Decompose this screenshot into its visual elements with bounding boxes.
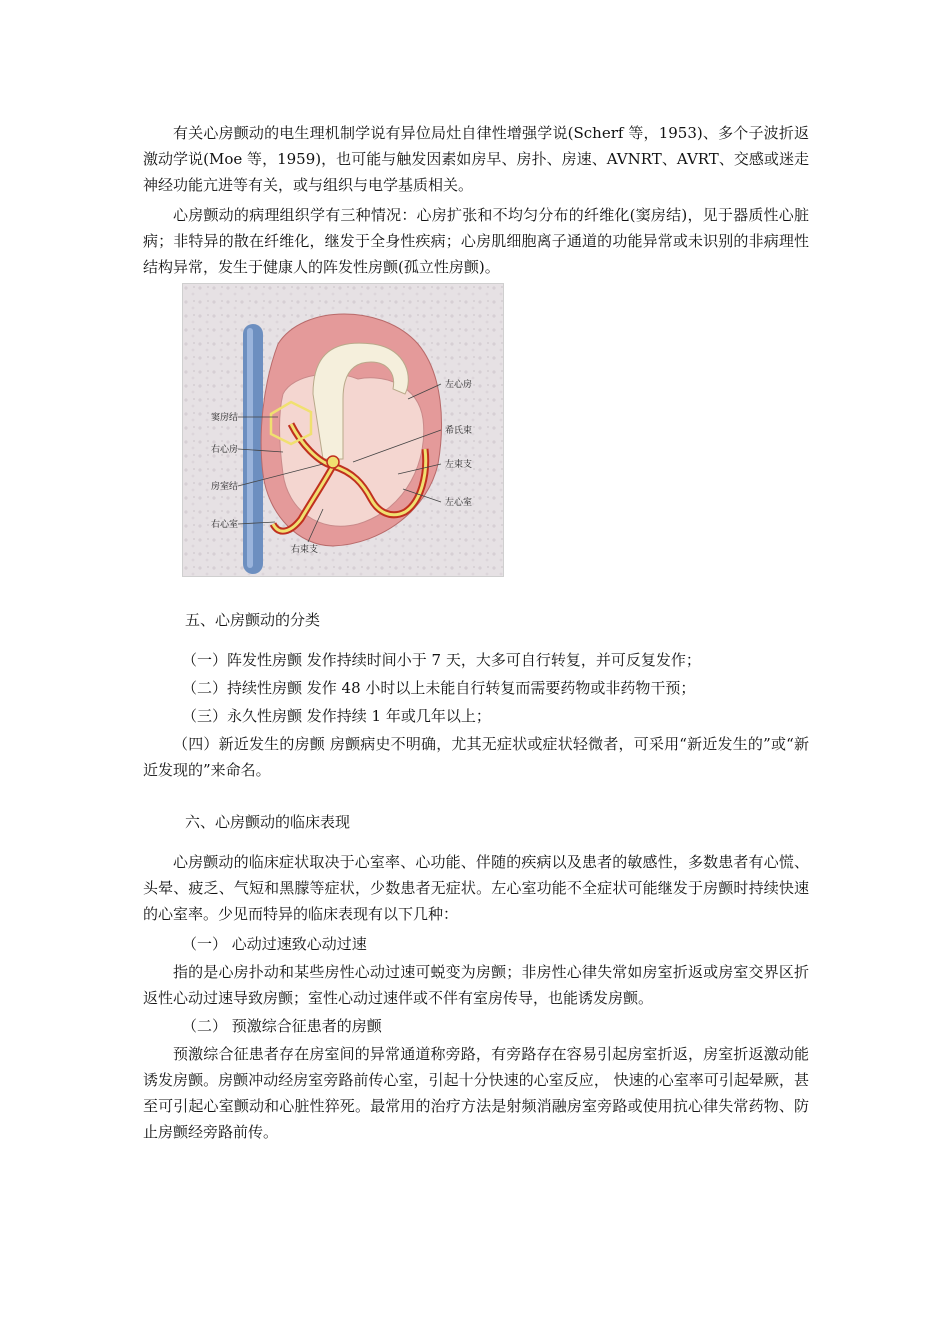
section5-item-1: （一）阵发性房颤 发作持续时间小于 7 天，大多可自行转复，并可反复发作； — [182, 651, 701, 669]
av-node-marker — [327, 456, 339, 468]
section5-item-3: （三）永久性房颤 发作持续 1 年或几年以上； — [182, 707, 491, 725]
label-right-ventricle: 右心室 — [211, 520, 239, 530]
section5-item-2: （二）持续性房颤 发作 48 小时以上未能自行转复而需要药物或非药物干预； — [182, 679, 696, 697]
section6-sub2-text: 预激综合征患者存在房室间的异常通道称旁路，有旁路存在容易引起房室折返，房室折返激动能诱发房颤。房颤冲动经房室旁路前传心室，引起十分快速的心室反应， 快速的心室率可引起晕厥，甚至可引起心室颤动和心脏性猝死。最常用的治疗方法是射频消融房室旁路或使用抗心律失常药物、防止房颤经旁路前传。 — [143, 1045, 809, 1141]
label-left-ventricle: 左心室 — [445, 498, 473, 508]
section5-item-4: （四）新近发生的房颤 房颤病史不明确，尤其无症状或症状轻微者，可采用“新近发生的”或“新近发现的”来命名。 — [143, 735, 809, 779]
section6-sub2-title: （二） 预激综合征患者的房颤 — [182, 1017, 382, 1035]
label-left-bundle: 左束支 — [445, 460, 473, 470]
paragraph-pathology: 心房颤动的病理组织学有三种情况：心房扩张和不均匀分布的纤维化(窦房结)，见于器质性心脏病；非特异的散在纤维化，继发于全身性疾病；心房肌细胞离子通道的功能异常或未识别的非病理性结构异常，发生于健康人的阵发性房颤(孤立性房颤)。 — [143, 206, 809, 276]
section6-intro: 心房颤动的临床症状取决于心室率、心功能、伴随的疾病以及患者的敏感性，多数患者有心慌、头晕、疲乏、气短和黑朦等症状，少数患者无症状。左心室功能不全症状可能继发于房颤时持续快速的心室率。少见而特异的临床表现有以下几种： — [143, 853, 809, 923]
label-right-bundle: 右束支 — [291, 545, 319, 555]
label-right-atrium: 右心房 — [211, 445, 239, 455]
label-left-atrium: 左心房 — [445, 380, 473, 390]
section5-heading: 五、心房颤动的分类 — [185, 611, 321, 629]
label-sinoatrial-node: 窦房结 — [211, 413, 239, 423]
label-his-bundle: 希氏束 — [445, 426, 473, 436]
section6-sub1-title: （一） 心动过速致心动过速 — [182, 935, 367, 953]
section6-sub1-text: 指的是心房扑动和某些房性心动过速可蜕变为房颤；非房性心律失常如房室折返或房室交界区折返性心动过速导致房颤；室性心动过速伴或不伴有室房传导，也能诱发房颤。 — [143, 963, 809, 1007]
heart-conduction-figure — [182, 283, 504, 577]
heart-diagram — [183, 284, 503, 576]
paragraph-mechanism: 有关心房颤动的电生理机制学说有异位局灶自律性增强学说(Scherf 等，1953)、多个子波折返激动学说(Moe 等，1959)，也可能与触发因素如房早、房扑、房速、AVNRT、AVRT、交感或迷走神经功能亢进等有关，或与组织与电学基质相关。 — [143, 124, 809, 194]
section6-heading: 六、心房颤动的临床表现 — [185, 813, 351, 831]
label-av-node: 房室结 — [211, 482, 239, 492]
vena-cava-shape — [243, 324, 263, 574]
